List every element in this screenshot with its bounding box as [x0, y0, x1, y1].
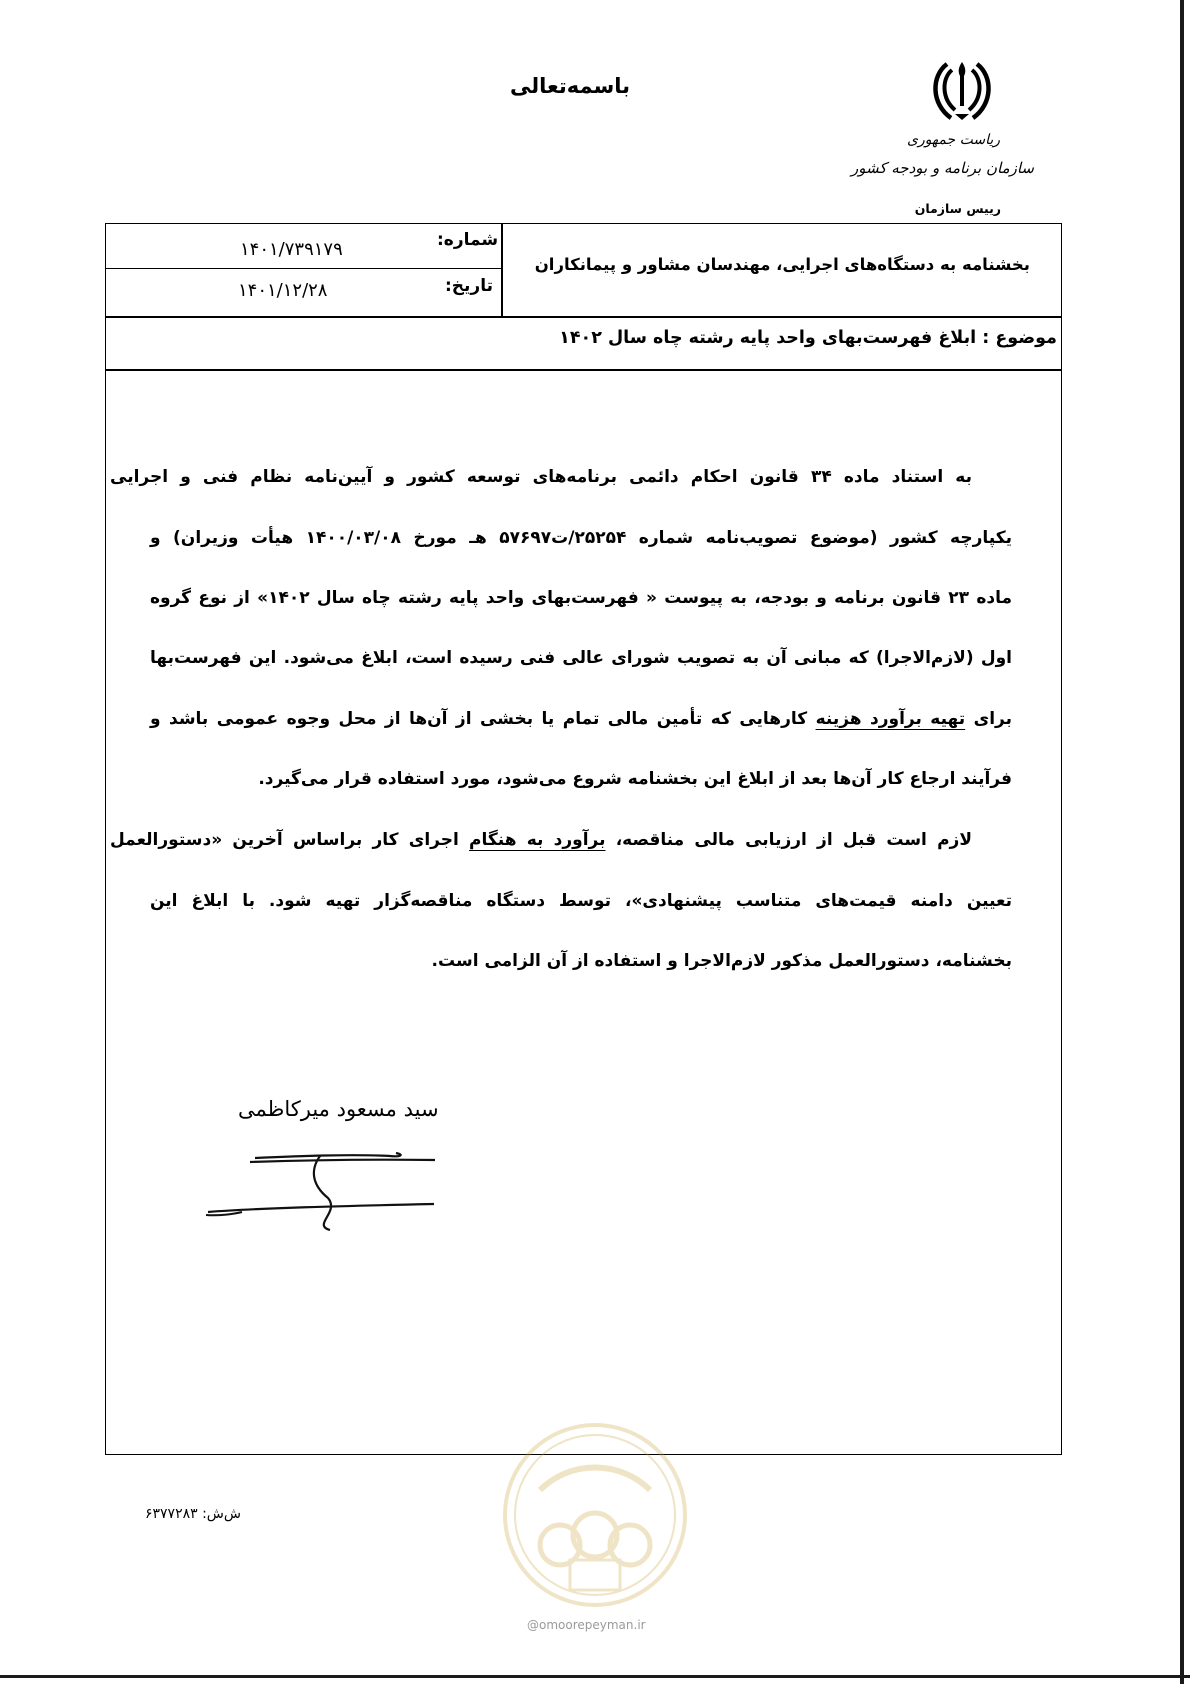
date-label: تاریخ: [445, 276, 493, 296]
body-line [150, 709, 1012, 729]
body-line: فرآیند ارجاع کار آن‌ها بعد از ابلاغ این بخشنامه شروع می‌شود، مورد استفاده قرار می‌گیرد. [258, 769, 1012, 789]
number-label: شماره: [437, 230, 499, 250]
handwritten-signature [200, 1140, 450, 1240]
recipients: بخشنامه به دستگاه‌های اجرایی، مهندسان مشاور و پیمانکاران [534, 255, 1030, 274]
underlined-phrase: تهیه برآورد هزینه [815, 709, 966, 729]
body-text: لازم است قبل از ارزیابی مالی مناقصه، [605, 830, 972, 850]
org-line-presidency: ریاست جمهوری [906, 132, 1000, 148]
body-line [110, 830, 972, 850]
divider [501, 223, 503, 317]
signatory-name: سید مسعود میرکاظمی [238, 1097, 439, 1121]
subject-line: موضوع : ابلاغ فهرست‌بهای واحد پایه رشته چاه سال ۱۴۰۲ [559, 328, 1057, 348]
divider [105, 369, 1062, 371]
underlined-phrase: برآورد به هنگام [469, 830, 606, 850]
omoorepeyman-logo-watermark [500, 1420, 690, 1610]
org-line-organization: سازمان برنامه و بودجه کشور [850, 159, 1034, 177]
body-line: اول (لازم‌الاجرا) که مبانی آن به تصویب شورای عالی فنی رسیده است، ابلاغ می‌شود. این فهرست‌بها [150, 648, 1012, 668]
body-line: یکپارچه کشور (موضوع تصویب‌نامه شماره ۲۵۲۵۴/ت۵۷۶۹۷ هـ مورخ ۱۴۰۰/۰۳/۰۸ هیأت وزیران) و [150, 528, 1013, 548]
document-code: ش‌ش: ۶۳۷۷۲۸۳ [145, 1506, 241, 1522]
page-edge [1180, 0, 1184, 1684]
number-value: ۱۴۰۱/۷۳۹۱۷۹ [240, 239, 343, 260]
body-line: تعیین دامنه قیمت‌های متناسب پیشنهادی»، توسط دستگاه مناقصه‌گزار تهیه شود. با ابلاغ این [150, 891, 1012, 911]
watermark-website: @omoorepeyman.ir [527, 1618, 646, 1632]
body-line: به استناد ماده ۳۴ قانون احکام دائمی برنامه‌های توسعه کشور و آیین‌نامه نظام فنی و اجرایی [110, 467, 972, 487]
divider [105, 316, 1062, 318]
page-edge [0, 1675, 1190, 1678]
body-line: بخشنامه، دستورالعمل مذکور لازم‌الاجرا و استفاده از آن الزامی است. [431, 951, 1012, 971]
iran-emblem-icon [925, 58, 999, 124]
body-line: ماده ۲۳ قانون برنامه و بودجه، به پیوست « فهرست‌بهای واحد پایه رشته چاه سال ۱۴۰۲» از نوع گروه [150, 588, 1012, 608]
org-role: رییس سازمان [914, 201, 1001, 216]
body-text: کارهایی که تأمین مالی تمام یا بخشی از آن‌ها از محل وجوه عمومی باشد و [150, 709, 816, 729]
bismillah-heading: باسمه‌تعالی [510, 74, 630, 98]
body-text: برای [965, 709, 1012, 729]
body-text: اجرای کار براساس آخرین «دستورالعمل [110, 830, 470, 850]
date-value: ۱۴۰۱/۱۲/۲۸ [238, 280, 328, 301]
divider [105, 268, 502, 269]
